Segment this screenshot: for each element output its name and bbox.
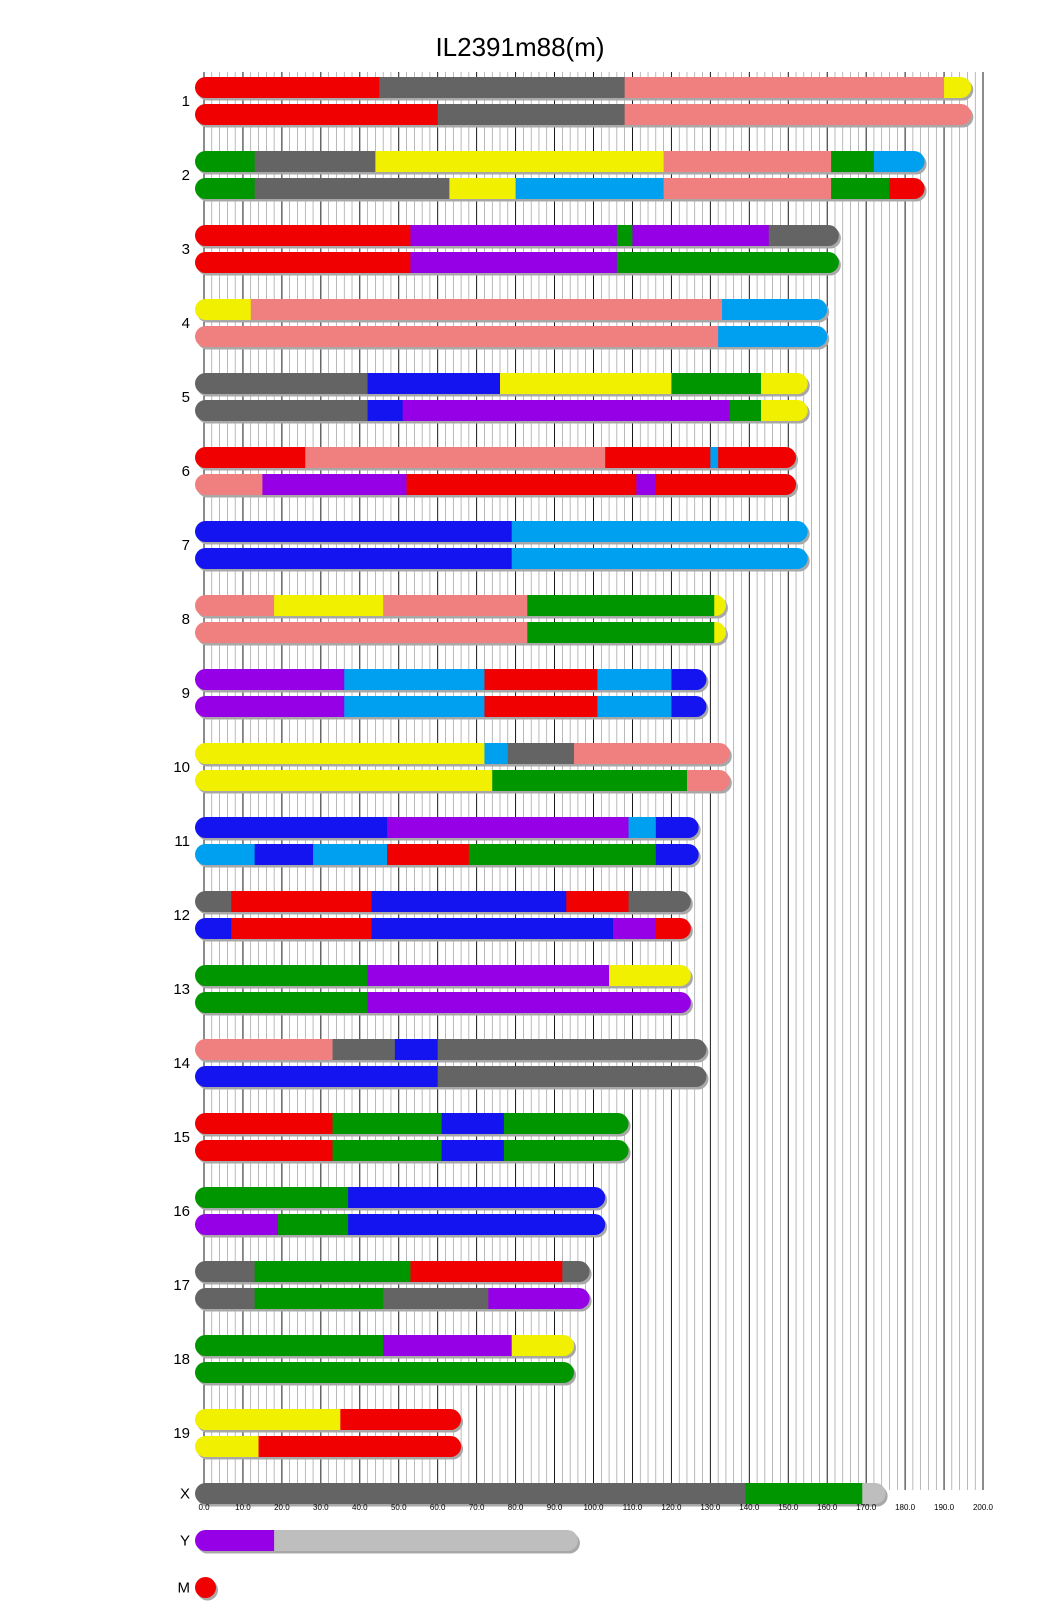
- chromosome-label: 19: [173, 1425, 190, 1442]
- haplotype-track: [195, 1288, 590, 1309]
- segment-blue: [255, 844, 314, 865]
- segment-skyblue: [484, 743, 508, 764]
- haplotype-track: [195, 965, 691, 986]
- segment-gray: [255, 178, 450, 199]
- segment-pink: [195, 1039, 333, 1060]
- segment-skyblue: [516, 178, 665, 199]
- segment-purple: [195, 696, 345, 717]
- segment-skyblue: [512, 521, 809, 542]
- haplotype-track: [195, 151, 925, 172]
- segment-red: [231, 891, 372, 912]
- segment-yellow: [195, 743, 485, 764]
- x-tick-label: 0.0: [198, 1503, 210, 1512]
- chromosome-9: [182, 669, 709, 720]
- haplotype-track: [195, 817, 699, 838]
- segment-blue: [371, 891, 566, 912]
- haplotype-track: [195, 992, 691, 1013]
- segment-green: [617, 225, 633, 246]
- segment-purple: [410, 252, 617, 273]
- segment-red: [718, 447, 797, 468]
- haplotype-track: [195, 474, 797, 495]
- segment-blue: [671, 669, 707, 690]
- segment-pink: [195, 326, 719, 347]
- segment-gray: [195, 373, 368, 394]
- segment-green: [195, 965, 368, 986]
- segment-green: [469, 844, 657, 865]
- segment-purple: [368, 992, 692, 1013]
- segment-green: [255, 1261, 411, 1282]
- chromosome-label: 17: [173, 1277, 190, 1294]
- haplotype-track: [195, 1039, 707, 1060]
- segment-skyblue: [874, 151, 925, 172]
- segment-blue: [671, 696, 707, 717]
- haplotype-track: [195, 1140, 629, 1161]
- x-tick-label: 40.0: [352, 1503, 368, 1512]
- chromosome-1: [182, 77, 974, 128]
- chromosome-label: 13: [173, 981, 190, 998]
- segment-green: [671, 373, 761, 394]
- segment-green: [195, 1187, 349, 1208]
- segment-purple: [195, 1530, 275, 1551]
- segment-green: [745, 1483, 862, 1504]
- segment-red: [195, 77, 380, 98]
- segment-green: [504, 1113, 629, 1134]
- chromosome-14: [173, 1039, 708, 1090]
- haplotype-track: [195, 891, 691, 912]
- segment-red: [890, 178, 926, 199]
- haplotype-track: [195, 1409, 462, 1430]
- chromosome-17: [173, 1261, 591, 1312]
- segment-red: [195, 1140, 333, 1161]
- x-tick-label: 140.0: [739, 1503, 760, 1512]
- x-tick-label: 50.0: [390, 1503, 407, 1512]
- segment-red: [259, 1436, 462, 1457]
- segment-skyblue: [313, 844, 388, 865]
- chromosome-M: [178, 1577, 219, 1601]
- segment-blue: [348, 1187, 606, 1208]
- haplotype-track: [195, 622, 727, 643]
- segment-gray: [438, 1039, 707, 1060]
- segment-yellow: [375, 151, 664, 172]
- x-tick-label: 20.0: [274, 1503, 290, 1512]
- segment-pink: [664, 178, 832, 199]
- segment-blue: [442, 1113, 505, 1134]
- chromosome-label: 5: [181, 389, 190, 406]
- x-tick-label: 110.0: [622, 1503, 643, 1512]
- haplotype-track: [195, 918, 691, 939]
- haplotype-track: [195, 595, 727, 616]
- segment-green: [333, 1140, 443, 1161]
- chromosome-label: 11: [174, 833, 190, 850]
- x-axis-ticks: [198, 1503, 993, 1512]
- segment-pink: [687, 770, 730, 791]
- x-tick-label: 120.0: [661, 1503, 682, 1512]
- segment-gray: [195, 1288, 255, 1309]
- segment-blue: [395, 1039, 438, 1060]
- segment-green: [527, 595, 715, 616]
- segment-purple: [383, 1335, 512, 1356]
- haplotype-track: [195, 696, 707, 717]
- haplotype-track: [195, 1335, 575, 1356]
- haplotype-track: [195, 1066, 707, 1087]
- segment-gray: [438, 1066, 707, 1087]
- segment-green: [195, 992, 368, 1013]
- chromosome-4: [182, 299, 830, 350]
- haplotype-track: [195, 743, 730, 764]
- segment-red: [656, 474, 797, 495]
- segment-blue: [368, 373, 501, 394]
- segment-skyblue: [597, 696, 672, 717]
- haplotype-track: [195, 669, 707, 690]
- segment-lightgray: [274, 1530, 578, 1551]
- haplotype-track: [195, 326, 828, 347]
- segment-yellow: [195, 1409, 341, 1430]
- segment-red: [605, 447, 711, 468]
- chromosome-7: [182, 521, 810, 572]
- segment-green: [730, 400, 762, 421]
- chromosome-8: [182, 595, 728, 646]
- x-tick-label: 150.0: [778, 1503, 799, 1512]
- segment-yellow: [195, 1436, 259, 1457]
- segment-green: [504, 1140, 629, 1161]
- chromosome-19: [173, 1409, 463, 1460]
- chromosome-label: 4: [181, 315, 190, 332]
- x-tick-label: 30.0: [313, 1503, 329, 1512]
- haplotype-track: [195, 1113, 629, 1134]
- segment-purple: [488, 1288, 590, 1309]
- x-tick-label: 200.0: [972, 1503, 994, 1512]
- segment-red: [195, 1113, 333, 1134]
- segment-red: [195, 104, 438, 125]
- chromosome-label: 12: [173, 907, 190, 924]
- segment-yellow: [449, 178, 516, 199]
- haplotype-track: [195, 548, 808, 569]
- chromosome-16: [173, 1187, 607, 1238]
- segment-green: [255, 1288, 384, 1309]
- haplotype-track: [195, 1261, 590, 1282]
- segment-gray: [383, 1288, 489, 1309]
- segment-green: [195, 178, 255, 199]
- segment-skyblue: [195, 844, 255, 865]
- chromosome-3: [182, 225, 841, 276]
- segment-pink: [625, 104, 972, 125]
- segment-red: [231, 918, 372, 939]
- segment-gray: [769, 225, 840, 246]
- segment-yellow: [761, 400, 808, 421]
- chromosome-label: 16: [173, 1203, 190, 1220]
- x-tick-label: 190.0: [934, 1503, 955, 1512]
- chromosome-label: 14: [173, 1055, 190, 1072]
- haplotype-track: [195, 770, 730, 791]
- segment-pink: [195, 595, 275, 616]
- segment-pink: [574, 743, 730, 764]
- segment-skyblue: [344, 669, 485, 690]
- segment-red: [340, 1409, 461, 1430]
- segment-purple: [195, 669, 345, 690]
- x-tick-label: 160.0: [817, 1503, 838, 1512]
- segment-yellow: [500, 373, 672, 394]
- segment-red: [566, 891, 629, 912]
- segment-gray: [195, 891, 232, 912]
- chromosome-label: 1: [181, 93, 190, 110]
- segment-purple: [368, 965, 610, 986]
- segment-purple: [195, 1214, 279, 1235]
- segment-gray: [438, 104, 626, 125]
- chromosome-15: [173, 1113, 630, 1164]
- segment-red: [195, 225, 411, 246]
- chromosome-label: 7: [181, 537, 190, 554]
- segment-green: [195, 151, 255, 172]
- segment-pink: [625, 77, 945, 98]
- segment-gray: [629, 891, 692, 912]
- segment-purple: [387, 817, 629, 838]
- chromosome-label: 6: [181, 463, 190, 480]
- segment-green: [492, 770, 687, 791]
- chromosome-label: M: [177, 1579, 190, 1597]
- segment-purple: [262, 474, 407, 495]
- haplotype-track: [195, 104, 972, 125]
- segment-blue: [195, 548, 512, 569]
- segment-green: [195, 1335, 384, 1356]
- segment-green: [617, 252, 840, 273]
- segment-skyblue: [597, 669, 672, 690]
- segment-skyblue: [512, 548, 809, 569]
- haplotype-track: [195, 521, 808, 542]
- segment-purple: [403, 400, 731, 421]
- segment-gray: [333, 1039, 396, 1060]
- segment-blue: [348, 1214, 606, 1235]
- segment-red: [195, 447, 306, 468]
- segment-pink: [383, 595, 528, 616]
- segment-skyblue: [718, 326, 828, 347]
- segment-gray: [195, 1261, 255, 1282]
- x-tick-label: 180.0: [895, 1503, 916, 1512]
- chromosome-Y: [180, 1530, 580, 1554]
- segment-blue: [442, 1140, 505, 1161]
- segment-pink: [664, 151, 832, 172]
- segment-yellow: [761, 373, 808, 394]
- chromosome-label: Y: [179, 1532, 190, 1550]
- segment-blue: [195, 918, 232, 939]
- segment-pink: [305, 447, 606, 468]
- chromosome-label: 9: [181, 685, 190, 702]
- segment-blue: [656, 817, 699, 838]
- x-tick-label: 60.0: [429, 1503, 446, 1512]
- x-tick-label: 10.0: [235, 1503, 251, 1512]
- x-tick-label: 90.0: [546, 1503, 563, 1512]
- haplotype-track: [195, 252, 839, 273]
- haplotype-track: [195, 1483, 886, 1504]
- segment-red: [407, 474, 637, 495]
- segment-red: [195, 252, 411, 273]
- segment-blue: [195, 1066, 438, 1087]
- haplotype-track: [195, 447, 797, 468]
- segment-gray: [508, 743, 575, 764]
- segment-skyblue: [629, 817, 657, 838]
- x-tick-label: 80.0: [507, 1503, 524, 1512]
- segment-purple: [410, 225, 617, 246]
- chart-title: IL2391m88(m): [435, 32, 605, 62]
- x-tick-label: 170.0: [856, 1503, 877, 1512]
- segment-blue: [368, 400, 404, 421]
- segment-yellow: [944, 77, 972, 98]
- chromosome-label: 18: [173, 1351, 190, 1368]
- segment-pink: [195, 474, 263, 495]
- x-tick-label: 70.0: [468, 1503, 485, 1512]
- segment-gray: [379, 77, 625, 98]
- segment-green: [527, 622, 715, 643]
- haplotype-track: [195, 400, 808, 421]
- segment-gray: [195, 400, 368, 421]
- haplotype-track: [195, 1214, 606, 1235]
- segment-red: [387, 844, 469, 865]
- segment-yellow: [274, 595, 384, 616]
- segment-gray: [562, 1261, 590, 1282]
- haplotype-track: [195, 844, 699, 865]
- haplotype-track: [195, 77, 972, 98]
- haplotype-track: [195, 1530, 579, 1551]
- chromosome-label: 3: [181, 241, 190, 258]
- segment-green: [278, 1214, 349, 1235]
- segment-yellow: [195, 770, 493, 791]
- haplotype-track: [195, 178, 925, 199]
- haplotype-track: [195, 373, 808, 394]
- segment-skyblue: [722, 299, 828, 320]
- chromosome-12: [173, 891, 693, 942]
- segment-red: [484, 669, 598, 690]
- segment-yellow: [609, 965, 691, 986]
- chromosome-label: 10: [173, 759, 190, 776]
- segment-purple: [636, 474, 656, 495]
- segment-blue: [371, 918, 613, 939]
- segment-yellow: [195, 299, 251, 320]
- segment-pink: [195, 622, 528, 643]
- segment-blue: [656, 844, 699, 865]
- segment-green: [195, 1362, 575, 1383]
- segment-red: [484, 696, 598, 717]
- segment-purple: [613, 918, 656, 939]
- segment-skyblue: [710, 447, 718, 468]
- segment-green: [831, 151, 874, 172]
- x-tick-label: 100.0: [583, 1503, 604, 1512]
- segment-blue: [195, 521, 512, 542]
- chromosome-bars: [173, 77, 973, 1601]
- segment-yellow: [512, 1335, 575, 1356]
- segment-skyblue: [344, 696, 485, 717]
- chromosome-label: 8: [181, 611, 190, 628]
- segment-pink: [251, 299, 723, 320]
- chromosome-label: 15: [173, 1129, 190, 1146]
- haplotype-track: [195, 1187, 606, 1208]
- segment-gray: [255, 151, 376, 172]
- chromosome-label: 2: [181, 167, 190, 184]
- segment-green: [831, 178, 890, 199]
- segment-red: [656, 918, 692, 939]
- chromosome-13: [173, 965, 693, 1016]
- segment-purple: [632, 225, 769, 246]
- segment-green: [333, 1113, 443, 1134]
- haplotype-track: [195, 299, 828, 320]
- haplotype-track: [195, 1436, 462, 1457]
- segment-gray: [195, 1483, 746, 1504]
- segment-blue: [195, 817, 388, 838]
- segment-red: [410, 1261, 563, 1282]
- x-tick-label: 130.0: [700, 1503, 721, 1512]
- chromosome-label: X: [179, 1485, 190, 1503]
- haplotype-track: [195, 225, 839, 246]
- haplotype-track: [195, 1362, 575, 1383]
- chromosome-5: [182, 373, 810, 424]
